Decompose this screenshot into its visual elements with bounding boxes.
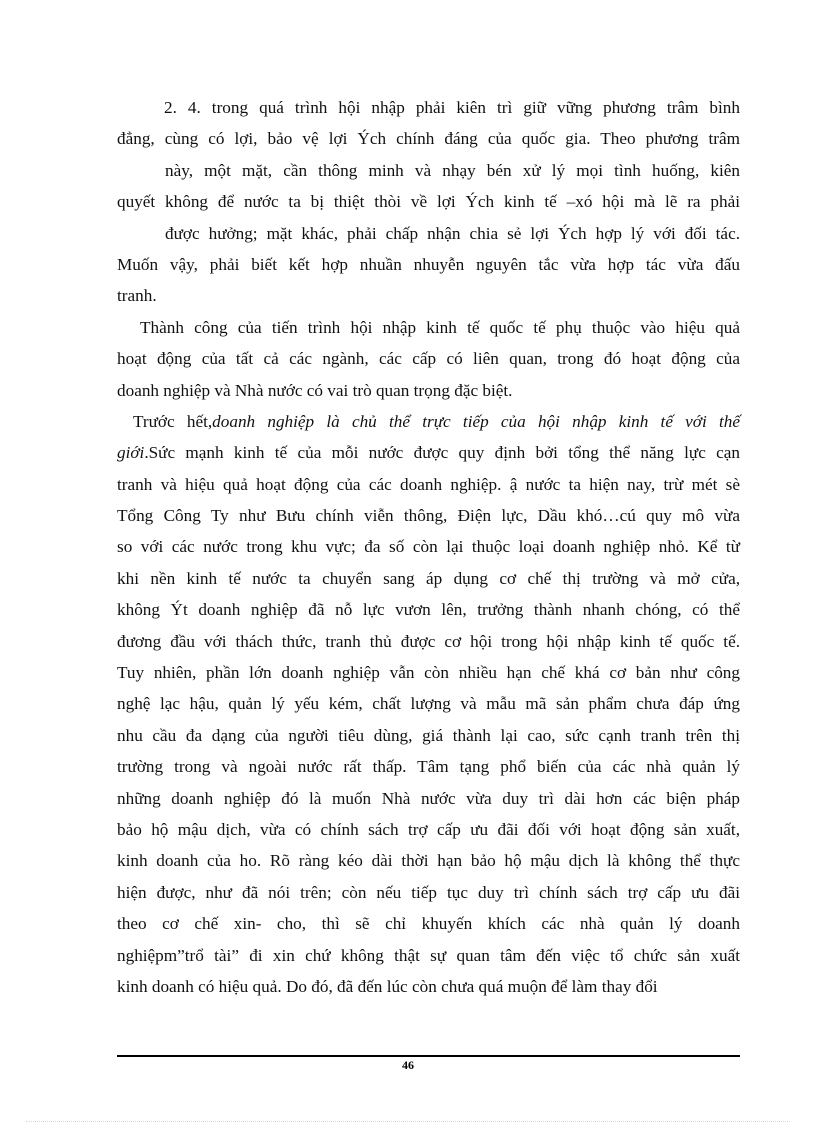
text-line: trường trong và ngoài nước rất thấp. Tâm tạng phổ biến của các nhà quản lý: [117, 757, 740, 777]
text-line: được hưởng; mặt khác, phải chấp nhận chia sẻ lợi Ých hợp lý với đối tác.: [165, 223, 740, 243]
text-run: Trước hết,: [133, 411, 213, 431]
text-line: những doanh nghiệp đó là muốn Nhà nước vừa duy trì dài hơn các biện pháp: [117, 788, 740, 808]
text-line: tranh và hiệu quả hoạt động của các doanh nghiệp. ậ nước ta hiện nay, trừ mét sè: [117, 474, 740, 494]
text-line: nghệ lạc hậu, quản lý yếu kém, chất lượng và mẫu mã sản phẩm chưa đáp ứng: [117, 694, 740, 714]
text-line: không Ýt doanh nghiệp đã nỗ lực vươn lên, trưởng thành nhanh chóng, có thể: [117, 600, 740, 620]
text-line: doanh nghiệp và Nhà nước có vai trò quan trọng đặc biệt.: [117, 380, 513, 400]
text-run: .Sức mạnh kinh tế của mỗi nước được quy định bởi tổng thể năng lực cạn: [144, 443, 740, 463]
page-number: 46: [402, 1058, 414, 1072]
text-line: Thành công của tiến trình hội nhập kinh tế quốc tế phụ thuộc vào hiệu quả: [140, 317, 740, 337]
text-line: nhu cầu đa dạng của người tiêu dùng, giá thành lại cao, sức cạnh tranh trên thị: [117, 725, 740, 745]
footer-divider: [117, 1055, 740, 1057]
text-line: hiện được, như đã nói trên; còn nếu tiếp tục duy trì chính sách trợ cấp ưu đãi: [117, 882, 740, 902]
text-line: so với các nước trong khu vực; đa số còn lại thuộc loại doanh nghiệp nhỏ. Kể từ: [117, 537, 740, 557]
document-body: [117, 92, 740, 1002]
text-line: quyết không để nước ta bị thiệt thòi về lợi Ých kinh tế –xó hội mà lẽ ra phải: [117, 192, 740, 212]
text-line: hoạt động của tất cả các ngành, các cấp có liên quan, trong đó hoạt động của: [117, 349, 740, 369]
italic-text-run: giới: [117, 443, 145, 463]
text-line: Tổng Công Ty như Bưu chính viễn thông, Điện lực, Dầu khó…cú quy mô vừa: [117, 506, 740, 526]
text-line: đẳng, cùng có lợi, bảo vệ lợi Ých chính đáng của quốc gia. Theo phương trâm: [117, 129, 740, 149]
text-line: kinh doanh của ho. Rõ ràng kéo dài thời hạn bảo hộ mậu dịch là không thể thực: [117, 851, 740, 871]
text-line: Muốn vậy, phải biết kết hợp nhuần nhuyễn nguyên tắc vừa hợp tác vừa đấu: [117, 254, 740, 274]
text-line: theo cơ chế xin- cho, thì sẽ chỉ khuyến khích các nhà quản lý doanh: [117, 914, 740, 934]
text-line: nghiệpm”trổ tài” đi xin chứ không thật sự quan tâm đến việc tổ chức sản xuất: [117, 945, 740, 965]
text-line: [117, 406, 740, 437]
text-line: kinh doanh có hiệu quả. Do đó, đã đến lúc còn chưa quá muộn để làm thay đổi: [117, 976, 658, 996]
text-line: Tuy nhiên, phần lớn doanh nghiệp vẫn còn nhiều hạn chế khá cơ bản như công: [117, 663, 740, 683]
italic-text-run: doanh nghiệp là chủ thể trực tiếp của hội nhập kinh tế với thế: [212, 411, 740, 431]
text-line: tranh.: [117, 286, 157, 306]
text-line: 2. 4. trong quá trình hội nhập phải kiên trì giữ vững phương trâm bình: [164, 98, 740, 117]
text-line: khi nền kinh tế nước ta chuyển sang áp dụng cơ chế thị trường và mở cửa,: [117, 568, 740, 588]
text-line: [117, 437, 740, 468]
text-line: đương đầu với thách thức, tranh thủ được cơ hội trong hội nhập kinh tế quốc tế.: [117, 631, 740, 651]
text-line: này, một mặt, cần thông minh và nhạy bén xử lý mọi tình huống, kiên: [165, 160, 740, 180]
page-edge-divider: [26, 1121, 790, 1122]
text-line: bảo hộ mậu dịch, vừa có chính sách trợ cấp ưu đãi đối với hoạt động sản xuất,: [117, 819, 740, 839]
